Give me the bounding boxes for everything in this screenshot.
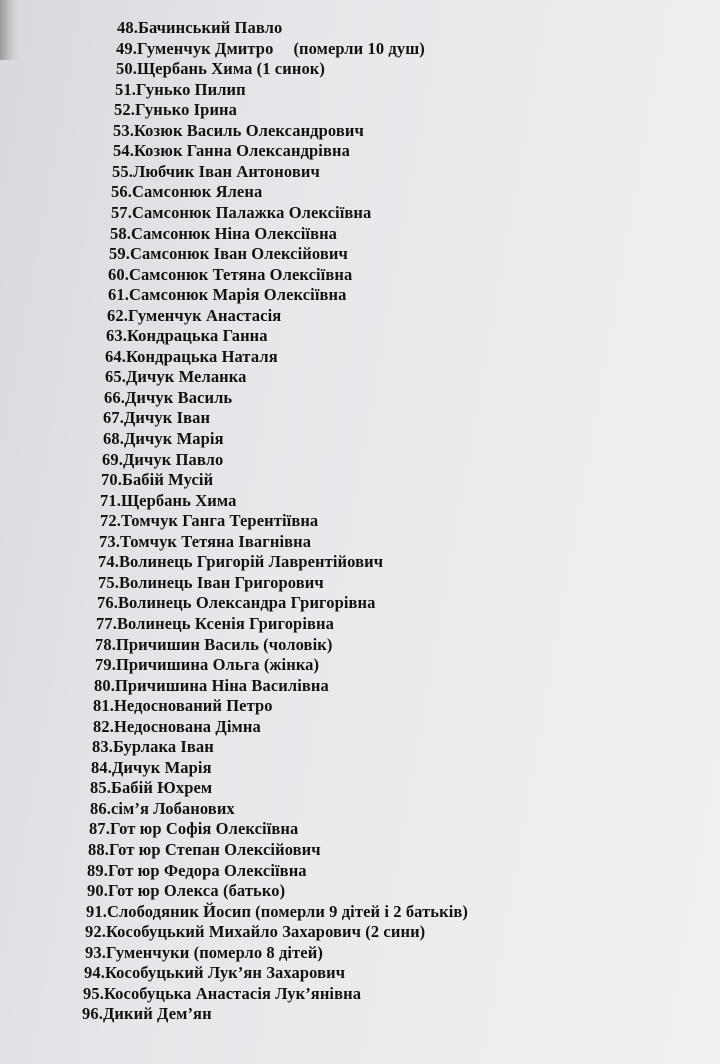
- entry-name: Кособуцька Анастасія Лук’янівна: [103, 983, 362, 1003]
- list-item: [104, 388, 232, 408]
- entry-name: Недоснований Петро: [113, 696, 273, 716]
- list-item: [87, 881, 285, 901]
- entry-number: 71.: [100, 490, 121, 510]
- list-item: [92, 737, 214, 757]
- list-item: [105, 367, 246, 387]
- entry-number: 73.: [99, 531, 120, 551]
- entry-number: 82.: [93, 716, 114, 736]
- entry-number: 95.: [83, 983, 104, 1003]
- list-item: [90, 778, 212, 798]
- entry-name: Самсонюк Іван Олексійович: [129, 244, 348, 264]
- list-item: [93, 717, 261, 737]
- entry-name: Бурлака Іван: [112, 737, 214, 757]
- entry-number: 59.: [109, 244, 130, 264]
- entry-name: Дичук Іван: [123, 408, 211, 428]
- entry-number: 78.: [95, 634, 116, 654]
- entry-name: Бабій Юхрем: [110, 778, 213, 798]
- entry-name: Гунько Ірина: [134, 100, 238, 120]
- entry-number: 52.: [114, 100, 135, 120]
- entry-number: 49.: [116, 38, 137, 58]
- entry-name: сім’я Лобанових: [110, 798, 235, 818]
- entry-name: Бачинський Павло: [137, 18, 283, 37]
- entry-name: Бабій Мусій: [121, 470, 214, 490]
- entry-name: Гуменчук Анастасія: [127, 305, 282, 325]
- list-item: [83, 984, 361, 1004]
- entry-number: 79.: [95, 655, 116, 675]
- entry-number: 68.: [103, 429, 124, 448]
- entry-number: 83.: [92, 737, 113, 757]
- entry-number: 70.: [101, 470, 122, 490]
- entry-note: (померли 10 душ): [293, 38, 425, 58]
- list-item: [98, 573, 324, 593]
- list-item: [115, 80, 246, 100]
- entry-name: Дичук Павло: [122, 449, 224, 469]
- list-item: [94, 676, 329, 696]
- entry-name: Кондрацька Ганна: [126, 326, 268, 346]
- entry-name: Слободяник Йосип: [106, 901, 252, 921]
- entry-number: 89.: [87, 860, 108, 880]
- list-item: [87, 861, 307, 881]
- list-item: [101, 470, 213, 490]
- entry-name: Дикий Дем’ян: [102, 1004, 212, 1024]
- list-item: [111, 203, 371, 223]
- entry-number: 91.: [86, 901, 107, 921]
- list-item: [110, 224, 337, 244]
- list-item: [95, 635, 332, 655]
- entry-name: Дичук Марія: [111, 757, 212, 777]
- entry-name: Гуменчуки (померло 8 дітей): [105, 942, 323, 962]
- entry-name: Волинець Олександра Григорівна: [117, 593, 376, 613]
- entry-number: 74.: [98, 552, 119, 572]
- list-item: [109, 244, 348, 264]
- list-item: [90, 799, 235, 819]
- list-item: [117, 18, 282, 38]
- list-item: [86, 902, 468, 922]
- list-item: [108, 285, 346, 305]
- entry-name: Самсонюк Палажка Олексіївна: [131, 202, 372, 222]
- entry-number: 58.: [110, 223, 131, 243]
- entry-name: Причишина Ольга (жінка): [115, 655, 320, 675]
- list-item: [103, 429, 224, 449]
- entry-name: Козюк Василь Олександрович: [133, 120, 364, 140]
- entry-name: Самсонюк Тетяна Олексіївна: [128, 264, 353, 284]
- entry-number: 94.: [84, 963, 105, 983]
- entry-number: 53.: [113, 120, 134, 140]
- entry-number: 48.: [117, 18, 138, 37]
- entry-number: 85.: [90, 778, 111, 798]
- list-item: [103, 408, 210, 428]
- entry-number: 56.: [111, 182, 132, 202]
- list-item: [89, 819, 298, 839]
- page-corner-shadow: [0, 0, 18, 60]
- entry-name: Кособуцький Михайло Захарович (2 сини): [105, 922, 426, 942]
- list-item: [105, 347, 278, 367]
- list-item: [112, 162, 320, 182]
- list-item: [85, 943, 323, 963]
- entry-name: Дичук Василь: [124, 387, 233, 407]
- entry-number: 67.: [103, 408, 124, 428]
- list-item: [106, 326, 268, 346]
- list-item: [111, 182, 262, 202]
- entry-name: Томчук Ганга Терентіївна: [120, 511, 319, 531]
- entry-name: Гот юр Софія Олексіївна: [109, 819, 299, 839]
- entry-number: 50.: [116, 59, 137, 79]
- entry-name: Гот юр Олекса (батько): [107, 881, 286, 901]
- entry-number: 96.: [82, 1004, 103, 1024]
- entry-number: 55.: [112, 161, 133, 181]
- list-item: [114, 100, 237, 120]
- entry-number: 62.: [107, 305, 128, 325]
- entry-name: Дичук Марія: [123, 429, 224, 448]
- entry-name: Гот юр Степан Олексійович: [108, 840, 321, 859]
- list-item: [116, 59, 325, 79]
- entry-number: 69.: [102, 449, 123, 469]
- entry-number: 90.: [87, 881, 108, 901]
- entry-name: Дичук Меланка: [125, 367, 247, 387]
- entry-name: Самсонюк Ялена: [131, 182, 263, 202]
- entry-name: Недоснована Дімна: [113, 716, 261, 736]
- entry-number: 87.: [89, 819, 110, 839]
- entry-name: Волинець Іван Григорович: [118, 572, 324, 592]
- list-item: [95, 655, 319, 675]
- entry-number: 54.: [113, 141, 134, 161]
- entry-number: 65.: [105, 367, 126, 387]
- entry-name: Козюк Ганна Олександрівна: [133, 141, 350, 161]
- entry-name: Кондрацька Наталя: [125, 346, 278, 366]
- entry-number: 88.: [88, 840, 109, 859]
- list-item: [107, 306, 281, 326]
- list-item: [113, 141, 350, 161]
- list-item: [98, 552, 383, 572]
- list-item: [113, 121, 364, 141]
- entry-name: Любчик Іван Антонович: [132, 161, 320, 181]
- list-item: [85, 922, 425, 942]
- entry-name: Волинець Григорій Лаврентійович: [118, 552, 384, 572]
- entry-number: 72.: [100, 511, 121, 531]
- list-item: [97, 593, 376, 613]
- list-item: [88, 840, 321, 860]
- entry-number: 61.: [108, 285, 129, 305]
- list-item: [91, 758, 212, 778]
- entry-number: 77.: [96, 613, 117, 633]
- entry-number: 84.: [91, 757, 112, 777]
- entry-number: 86.: [90, 798, 111, 818]
- entry-number: 93.: [85, 942, 106, 962]
- list-item: [100, 511, 318, 531]
- entry-number: 64.: [105, 346, 126, 366]
- list-item: [84, 963, 345, 983]
- entry-number: 76.: [97, 593, 118, 613]
- list-item: [96, 614, 334, 634]
- entry-name: Кособуцький Лук’ян Захарович: [104, 963, 346, 983]
- entry-number: 57.: [111, 202, 132, 222]
- entry-name: Гуменчук Дмитро: [136, 38, 274, 58]
- entry-name: Волинець Ксенія Григорівна: [116, 613, 334, 633]
- list-item: [108, 265, 352, 285]
- entry-name: Гунько Пилип: [135, 79, 246, 99]
- entry-name: Томчук Тетяна Івагнівна: [119, 531, 312, 551]
- entry-name: Щербань Хима: [120, 490, 237, 510]
- list-item: [82, 1004, 212, 1024]
- entry-number: 60.: [108, 264, 129, 284]
- entry-name: Гот юр Федора Олексіївна: [107, 860, 307, 880]
- entry-number: 75.: [98, 572, 119, 592]
- entry-number: 51.: [115, 79, 136, 99]
- entry-number: 80.: [94, 675, 115, 695]
- entry-number: 92.: [85, 922, 106, 942]
- entry-name: Щербань Хима (1 синок): [136, 59, 325, 79]
- entry-name: Причишина Ніна Василівна: [114, 675, 329, 695]
- list-item: [116, 39, 425, 59]
- entry-name: Причишин Василь (чоловік): [115, 634, 333, 654]
- list-item: [99, 532, 311, 552]
- entry-note: (померли 9 дітей і 2 батьків): [255, 901, 469, 921]
- entry-number: 66.: [104, 387, 125, 407]
- list-item: [93, 696, 273, 716]
- list-item: [100, 491, 236, 511]
- entry-number: 63.: [106, 326, 127, 346]
- list-item: [102, 450, 223, 470]
- entry-name: Самсонюк Марія Олексіївна: [128, 285, 347, 305]
- entry-name: Самсонюк Ніна Олексіївна: [130, 223, 338, 243]
- entry-number: 81.: [93, 696, 114, 716]
